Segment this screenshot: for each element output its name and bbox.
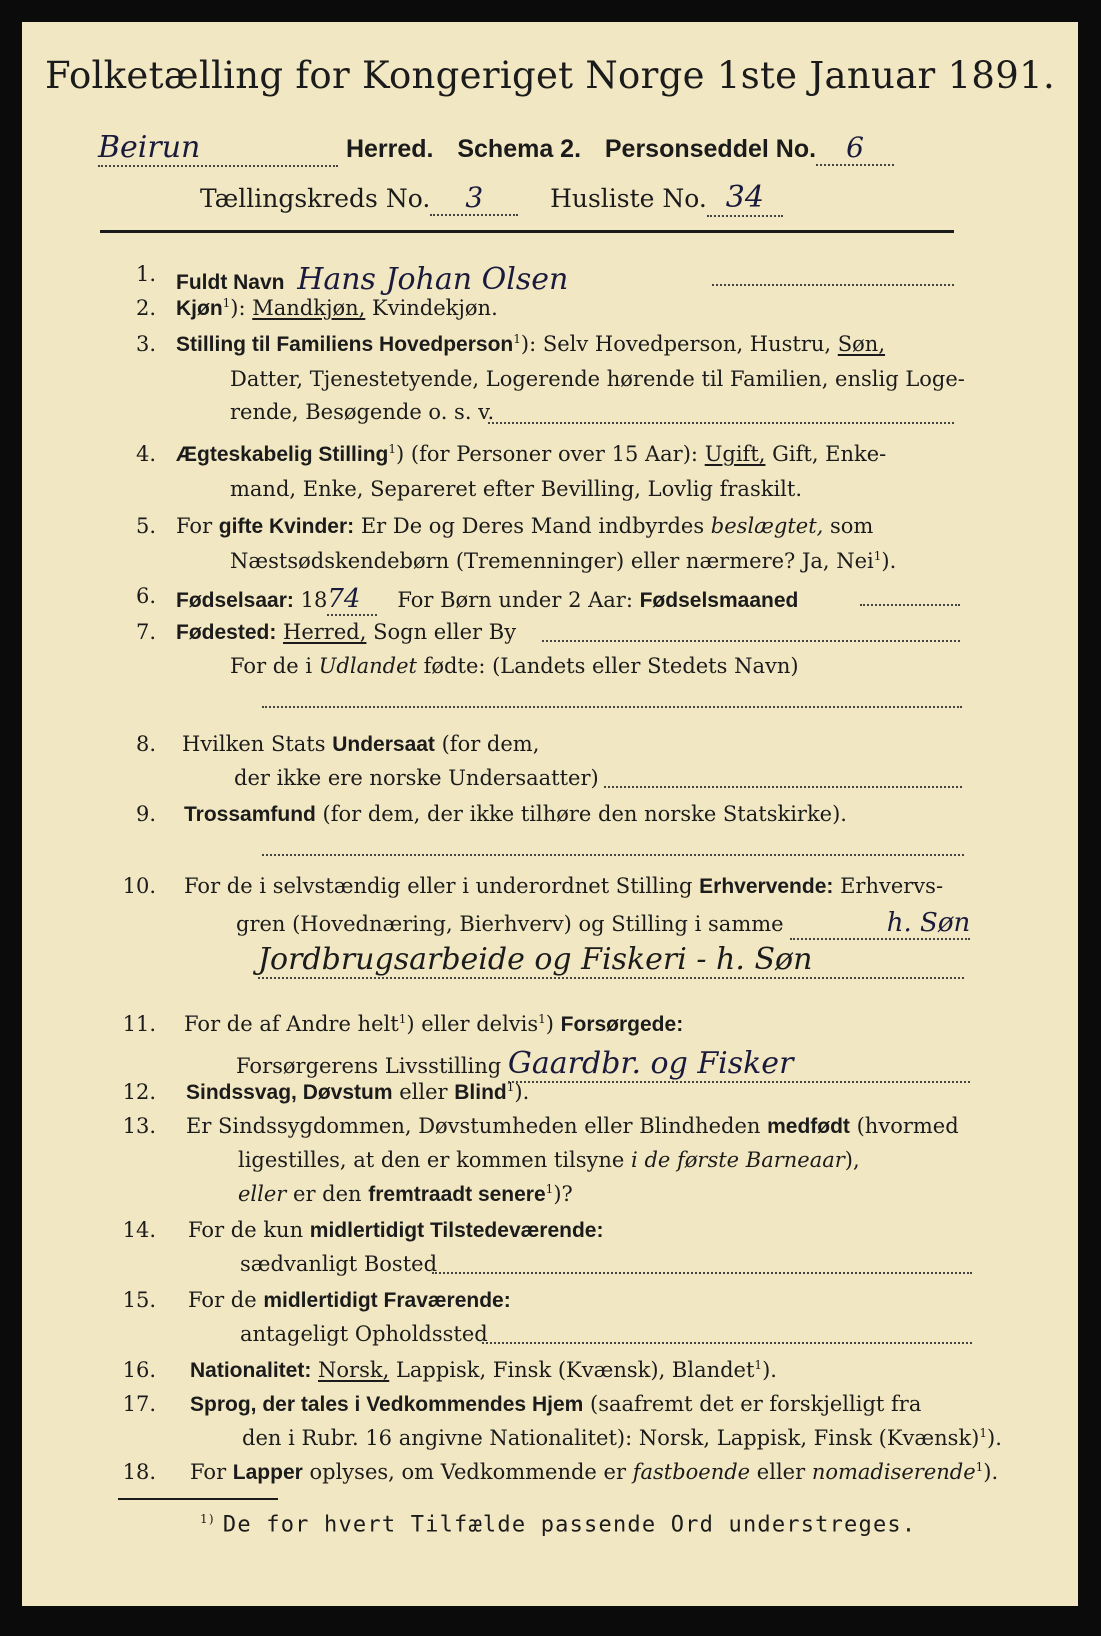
husliste-label: Husliste No. (550, 184, 707, 213)
footnote-ref: 1 (873, 549, 882, 563)
herred-label: Herred. (345, 135, 434, 163)
item-number: 2. (135, 296, 156, 320)
q17-line1: (saafremt det er forskjelligt fra (590, 1392, 922, 1416)
q18-text-a: oplyses, om Vedkommende er (309, 1460, 626, 1484)
item-number: 18. (122, 1460, 156, 1484)
q13-line2-italic: i de første Barneaar (631, 1148, 845, 1172)
q12-mid: eller (399, 1080, 448, 1104)
q11-line2: Forsørgerens Livsstilling (236, 1054, 502, 1078)
q13-line3-c: )? (553, 1182, 573, 1206)
q8-label: Undersaat (332, 733, 435, 756)
footnote-ref: 1 (979, 1426, 987, 1440)
item-number: 17. (122, 1392, 156, 1416)
q13-line1-bold: medfødt (767, 1115, 850, 1138)
herred-value: Beirun (98, 130, 338, 167)
q18-italic-1: fastboende (632, 1460, 751, 1484)
q5-text: Er De og Deres Mand indbyrdes (360, 514, 705, 538)
item-number: 8. (135, 732, 156, 756)
close-paren: ). (762, 1358, 777, 1382)
q13-row-3 (238, 1182, 573, 1207)
q5-prefix: For (176, 514, 213, 538)
footnote-ref: 1 (538, 1012, 546, 1026)
q1-row (176, 262, 568, 297)
q18-row (190, 1460, 998, 1485)
form-title: Folketælling for Kongeriget Norge 1ste Januar 1891. (45, 54, 1055, 97)
item-number: 4. (135, 442, 156, 466)
taellingskreds-value: 3 (430, 181, 518, 216)
item-number: 12. (122, 1080, 156, 1104)
item-number: 9. (135, 802, 156, 826)
q13-line1-c: (hvormed (856, 1114, 959, 1138)
footnote-mark: 1) (200, 1512, 215, 1526)
header-line-1 (98, 130, 894, 167)
q7-line2-italic: Udlandet (318, 654, 417, 678)
q2-option-mand: Mandkjøn, (252, 296, 366, 320)
q2-label: Kjøn (176, 297, 223, 320)
q10-value-line3: Jordbrugsarbeide og Fiskeri - h. Søn (258, 942, 964, 979)
item-number: 15. (122, 1288, 156, 1312)
q11-value: Gaardbr. og Fisker (508, 1046, 970, 1083)
q16-text: Lappisk, Finsk (Kvænsk), Blandet (395, 1358, 755, 1382)
q15-fill (482, 1342, 972, 1344)
q7-text: Sogn eller By (373, 620, 517, 644)
q6-year-prefix: 18 (300, 588, 328, 612)
q5-text-b: som (830, 514, 874, 538)
q5-label: gifte Kvinder: (218, 515, 355, 538)
q13-row-2: ligestilles, at den er kommen tilsyne i de første Barneaar), (238, 1148, 860, 1172)
q15-label: midlertidigt Fraværende: (263, 1289, 511, 1312)
q9-fill (262, 854, 964, 856)
q3-fill (488, 422, 954, 424)
q6-fill (860, 604, 960, 606)
q18-italic-2: nomadiserende (811, 1460, 976, 1484)
census-form (22, 22, 1078, 1606)
q7-line2-b: fødte: (Landets eller Stedets Navn) (423, 654, 799, 678)
q8-line1: (for dem, (441, 732, 540, 756)
q4-option-ugift: Ugift, (704, 442, 766, 466)
q10-prefix: For de i selvstændig eller i underordnet Stilling (184, 874, 693, 898)
q3-row-2: Datter, Tjenestetyende, Logerende hørende til Familien, enslig Loge- (230, 367, 965, 391)
q5-row-2 (230, 549, 896, 573)
footnote (200, 1512, 916, 1537)
q7-row-1 (176, 620, 516, 645)
q4-text: (for Personer over 15 Aar): (410, 442, 698, 466)
q13-line3-a: er den (293, 1182, 362, 1206)
q10-row-1 (184, 874, 943, 899)
q13-row-1 (186, 1114, 959, 1139)
q15-row-1 (188, 1288, 511, 1313)
item-number: 3. (135, 332, 156, 356)
q18-label: Lapper (232, 1461, 303, 1484)
footnote-ref: 1 (975, 1460, 984, 1474)
footnote-rule (118, 1498, 278, 1500)
q6-label: Fødselsaar: (176, 589, 294, 612)
q3-row-1: Stilling til Familiens Hovedperson$^1$): Selv Hovedperson, Hustru, Søn, (176, 332, 886, 356)
q1-fill (712, 284, 954, 286)
footnote-ref: 1 (545, 1182, 554, 1196)
q12-label2: Blind (454, 1081, 507, 1104)
q2-row: Kjøn$^1$): Mandkjøn, Kvindekjøn. (176, 296, 498, 320)
q10-text-b: Erhvervs- (840, 874, 944, 898)
q13-line3-bold: fremtraadt senere (368, 1183, 546, 1206)
q6-mid: For Børn under 2 Aar: (397, 588, 633, 612)
q14-fill (432, 1272, 972, 1274)
q5-row-1 (176, 514, 873, 539)
item-number: 5. (135, 514, 156, 538)
q11-row-1: For de af Andre helt$^1$) eller delvis$^1$) Forsørgede: (184, 1012, 684, 1036)
q5-line2: Næstsødskendebørn (Tremenninger) eller nærmere? Ja, Nei (230, 549, 874, 573)
q15-row-2: antageligt Opholdssted (240, 1322, 488, 1346)
q10-line2: gren (Hovednæring, Bierhverv) og Stilling i samme (236, 912, 784, 936)
q8-prefix: Hvilken Stats (182, 732, 326, 756)
item-number: 7. (135, 620, 156, 644)
q3-options-1: Selv Hovedperson, Hustru, (542, 332, 832, 356)
item-number: 10. (122, 874, 156, 898)
q15-prefix: For de (188, 1288, 257, 1312)
q3-row-3: rende, Besøgende o. s. v. (230, 400, 495, 424)
footnote-ref: 1 (222, 296, 231, 310)
q17-row-2 (242, 1426, 1002, 1450)
footnote-ref: 1 (754, 1358, 763, 1372)
q10-row-2 (236, 908, 970, 940)
q17-line2: den i Rubr. 16 angivne Nationalitet): Norsk, Lappisk, Finsk (Kvænsk) (242, 1426, 980, 1450)
q8-row-2: der ikke ere norske Undersaatter) (234, 766, 599, 790)
q11-prefix: For de af Andre helt (184, 1012, 399, 1036)
q16-row (190, 1358, 777, 1383)
q10-label: Erhvervende: (699, 875, 834, 898)
close-paren: ). (881, 549, 897, 573)
personseddel-label: Personseddel No. (604, 135, 817, 163)
q14-row-2: sædvanligt Bosted (240, 1252, 438, 1276)
q6-label2: Fødselsmaaned (639, 589, 799, 612)
q4-row-2: mand, Enke, Separeret efter Bevilling, Lovlig fraskilt. (230, 477, 803, 501)
item-number: 13. (122, 1114, 156, 1138)
item-number: 11. (122, 1012, 156, 1036)
q1-label: Fuldt Navn (176, 271, 285, 294)
personseddel-value: 6 (816, 131, 894, 166)
q18-text-b: eller (756, 1460, 806, 1484)
q7-label: Fødested: (176, 621, 277, 644)
q11-label: Forsørgede: (560, 1013, 684, 1036)
footnote-text: De for hvert Tilfælde passende Ord understreges. (222, 1512, 917, 1538)
q9-row (184, 802, 847, 827)
q11-mid: eller delvis (421, 1012, 539, 1036)
item-number: 14. (122, 1218, 156, 1242)
q12-row (186, 1080, 529, 1105)
footnote-ref: 1 (513, 332, 521, 346)
q3-label: Stilling til Familiens Hovedperson (176, 333, 514, 356)
item-number: 16. (122, 1358, 156, 1382)
q14-label: midlertidigt Tilstedeværende: (309, 1219, 604, 1242)
q4-label: Ægteskabelig Stilling (176, 443, 389, 466)
q2-option-kvinde: Kvindekjøn. (372, 296, 498, 320)
q17-row-1 (190, 1392, 921, 1417)
item-number: 6. (135, 584, 156, 608)
item-number: 1. (135, 262, 156, 286)
q14-row-1 (188, 1218, 603, 1243)
q11-row-2 (236, 1046, 970, 1083)
husliste-value: 34 (707, 180, 783, 217)
q17-label: Sprog, der tales i Vedkommendes Hjem (190, 1393, 584, 1416)
header-line-2 (200, 180, 783, 217)
q7-fill-2 (262, 706, 962, 708)
q12-label: Sindssvag, Døvstum (186, 1081, 393, 1104)
q9-label: Trossamfund (184, 803, 316, 826)
q5-text-italic: beslægtet, (710, 514, 824, 538)
q4-text-b: Gift, Enke- (772, 442, 887, 466)
close-paren: ). (987, 1426, 1002, 1450)
header-rule (100, 230, 954, 233)
q13-line3-italic: eller (238, 1182, 287, 1206)
q6-row (176, 584, 798, 616)
q3-option-son: Søn, (837, 332, 886, 356)
q12-end: ). (514, 1080, 530, 1104)
q13-line2-a: ligestilles, at den er kommen tilsyne (238, 1148, 625, 1172)
q10-value-line2: h. Søn (790, 908, 970, 940)
footnote-ref: 1 (398, 1012, 407, 1026)
q16-option-norsk: Norsk, (318, 1358, 390, 1382)
footnote-ref: 1 (506, 1080, 515, 1094)
q6-year-value: 74 (327, 584, 377, 616)
q16-label: Nationalitet: (190, 1359, 312, 1382)
footnote-ref: 1 (388, 442, 397, 456)
q4-row-1: Ægteskabelig Stilling$^1$) (for Personer over 15 Aar): Ugift, Gift, Enke- (176, 442, 887, 466)
q7-option-herred: Herred, (283, 620, 367, 644)
q13-line1-a: Er Sindssygdommen, Døvstumheden eller Blindheden (186, 1114, 761, 1138)
q7-row-2 (230, 654, 799, 678)
q14-prefix: For de kun (188, 1218, 304, 1242)
q7-line2-a: For de i (230, 654, 313, 678)
q18-prefix: For (190, 1460, 227, 1484)
q8-fill (604, 786, 962, 788)
q9-text: (for dem, der ikke tilhøre den norske Statskirke). (322, 802, 847, 826)
close-paren: ). (983, 1460, 999, 1484)
taellingskreds-label: Tællingskreds No. (200, 184, 431, 213)
schema-label: Schema 2. (457, 135, 582, 163)
q1-name-value: Hans Johan Olsen (297, 262, 569, 297)
q7-fill (542, 640, 960, 642)
q8-row-1 (182, 732, 539, 757)
